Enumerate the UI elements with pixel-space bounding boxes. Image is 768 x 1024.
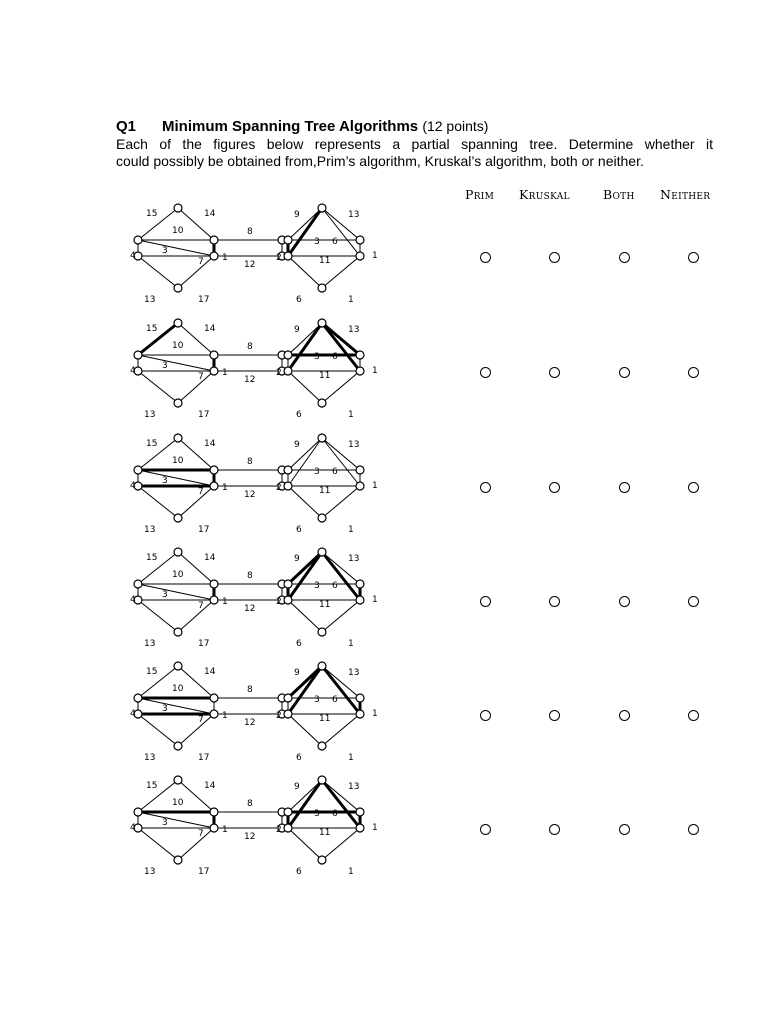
edge-weight-label: 12 <box>244 375 256 385</box>
edge-B-Bl <box>178 256 214 288</box>
column-header-kruskal: Kruskal <box>519 187 570 202</box>
vertex-Tl <box>174 204 182 212</box>
radio-both-figure-5[interactable] <box>619 710 630 721</box>
vertex-B <box>210 824 218 832</box>
vertex-S <box>318 284 326 292</box>
edge-weight-label: 17 <box>198 753 210 763</box>
edge-weight-label: 14 <box>204 667 216 677</box>
vertex-B <box>210 596 218 604</box>
edge-weight-label: 6 <box>332 695 338 705</box>
radio-both-figure-4[interactable] <box>619 596 630 607</box>
edge-L-B <box>138 812 214 828</box>
edge-weight-label: 4 <box>130 823 136 833</box>
vertex-X <box>284 252 292 260</box>
edge-weight-label: 12 <box>244 490 256 500</box>
edge-weight-label: 1 <box>348 753 354 763</box>
vertex-X <box>284 367 292 375</box>
edge-weight-label: 2 <box>276 597 282 607</box>
radio-prim-figure-3[interactable] <box>480 482 491 493</box>
edge-L-B <box>138 470 214 486</box>
radio-kruskal-figure-2[interactable] <box>549 367 560 378</box>
edge-weight-label: 15 <box>146 667 158 677</box>
spanning-tree-figure-6 <box>126 772 378 884</box>
edge-weight-label: 1 <box>372 481 378 491</box>
edge-weight-label: 4 <box>130 251 136 261</box>
vertex-Tl <box>174 776 182 784</box>
edge-weight-label: 15 <box>146 553 158 563</box>
vertex-X <box>284 710 292 718</box>
edge-weight-label: 1 <box>348 410 354 420</box>
edge-weight-label: 11 <box>319 371 331 381</box>
edge-weight-label: 14 <box>204 553 216 563</box>
column-header-prim: Prim <box>465 187 495 202</box>
edge-L-B <box>138 698 214 714</box>
vertex-S <box>318 742 326 750</box>
column-header-neither: Neither <box>660 187 711 202</box>
vertex-T2 <box>284 580 292 588</box>
vertex-T1 <box>318 662 326 670</box>
edge-X-S <box>288 828 322 860</box>
edge-weight-label: 3 <box>162 246 168 256</box>
edge-weight-label: 3 <box>162 476 168 486</box>
edge-weight-label: 2 <box>276 825 282 835</box>
edge-weight-label: 1 <box>372 251 378 261</box>
radio-prim-figure-4[interactable] <box>480 596 491 607</box>
edge-weight-label: 6 <box>296 639 302 649</box>
edge-weight-label: 6 <box>296 295 302 305</box>
edge-weight-label: 8 <box>247 227 253 237</box>
edge-weight-label: 9 <box>294 325 300 335</box>
edge-weight-label: 1 <box>348 867 354 877</box>
vertex-T1 <box>318 776 326 784</box>
vertex-C <box>210 808 218 816</box>
vertex-Bl <box>174 628 182 636</box>
radio-both-figure-1[interactable] <box>619 252 630 263</box>
edge-weight-label: 17 <box>198 410 210 420</box>
vertex-T2 <box>284 351 292 359</box>
vertex-L <box>134 466 142 474</box>
edge-weight-label: 10 <box>172 684 184 694</box>
edge-weight-label: 7 <box>198 715 204 725</box>
vertex-T3 <box>356 808 364 816</box>
radio-neither-figure-2[interactable] <box>688 367 699 378</box>
edge-X-S <box>288 600 322 632</box>
radio-neither-figure-5[interactable] <box>688 710 699 721</box>
edge-weight-label: 13 <box>348 554 360 564</box>
vertex-T2 <box>284 236 292 244</box>
vertex-T1 <box>318 548 326 556</box>
edge-X-S <box>288 486 322 518</box>
edge-weight-label: 13 <box>348 440 360 450</box>
radio-neither-figure-3[interactable] <box>688 482 699 493</box>
edge-weight-label: 1 <box>222 483 228 493</box>
edge-weight-label: 8 <box>247 685 253 695</box>
edge-weight-label: 8 <box>247 571 253 581</box>
vertex-T2 <box>284 694 292 702</box>
edge-weight-label: 3 <box>314 237 320 247</box>
vertex-T2 <box>284 466 292 474</box>
question-header <box>116 118 488 135</box>
edge-weight-label: 9 <box>294 782 300 792</box>
vertex-T3 <box>356 580 364 588</box>
edge-weight-label: 8 <box>247 342 253 352</box>
vertex-T4 <box>356 710 364 718</box>
edge-weight-label: 13 <box>348 210 360 220</box>
radio-kruskal-figure-4[interactable] <box>549 596 560 607</box>
vertex-C <box>210 236 218 244</box>
edge-weight-label: 6 <box>332 352 338 362</box>
edge-B-Bl <box>178 714 214 746</box>
vertex-X <box>284 482 292 490</box>
edge-weight-label: 6 <box>296 525 302 535</box>
edge-A-Bl <box>138 256 178 288</box>
vertex-Tl <box>174 319 182 327</box>
vertex-S <box>318 399 326 407</box>
edge-weight-label: 9 <box>294 668 300 678</box>
edge-weight-label: 2 <box>276 483 282 493</box>
edge-weight-label: 13 <box>144 867 156 877</box>
spanning-tree-figure-3 <box>126 430 378 542</box>
question-number: Q1 <box>116 118 137 135</box>
edge-B-Bl <box>178 828 214 860</box>
edge-weight-label: 9 <box>294 210 300 220</box>
edge-weight-label: 12 <box>244 260 256 270</box>
edge-weight-label: 3 <box>314 581 320 591</box>
edge-weight-label: 1 <box>348 639 354 649</box>
column-header-both: Both <box>603 187 635 202</box>
edge-weight-label: 11 <box>319 256 331 266</box>
vertex-Bl <box>174 514 182 522</box>
edge-weight-label: 6 <box>296 410 302 420</box>
edge-weight-label: 6 <box>332 581 338 591</box>
edge-weight-label: 15 <box>146 781 158 791</box>
vertex-X <box>284 824 292 832</box>
vertex-L <box>134 694 142 702</box>
edge-L-B <box>138 240 214 256</box>
vertex-Bl <box>174 856 182 864</box>
vertex-B <box>210 710 218 718</box>
vertex-Tl <box>174 434 182 442</box>
vertex-S <box>318 628 326 636</box>
spanning-tree-figure-4 <box>126 544 378 656</box>
edge-weight-label: 8 <box>247 799 253 809</box>
edge-weight-label: 12 <box>244 832 256 842</box>
edge-weight-label: 6 <box>332 467 338 477</box>
edge-weight-label: 1 <box>372 595 378 605</box>
edge-weight-label: 1 <box>372 823 378 833</box>
edge-weight-label: 10 <box>172 798 184 808</box>
vertex-L <box>134 236 142 244</box>
edge-weight-label: 10 <box>172 226 184 236</box>
radio-neither-figure-4[interactable] <box>688 596 699 607</box>
vertex-T4 <box>356 367 364 375</box>
edge-weight-label: 3 <box>162 361 168 371</box>
edge-X-S <box>288 714 322 746</box>
edge-weight-label: 13 <box>348 782 360 792</box>
edge-weight-label: 4 <box>130 595 136 605</box>
edge-weight-label: 3 <box>162 704 168 714</box>
edge-weight-label: 1 <box>222 825 228 835</box>
edge-weight-label: 13 <box>144 410 156 420</box>
edge-weight-label: 4 <box>130 481 136 491</box>
edge-A-Bl <box>138 828 178 860</box>
edge-weight-label: 2 <box>276 711 282 721</box>
edge-weight-label: 17 <box>198 867 210 877</box>
vertex-B <box>210 482 218 490</box>
edge-X-S <box>288 371 322 403</box>
vertex-T1 <box>318 434 326 442</box>
edge-A-Bl <box>138 486 178 518</box>
edge-weight-label: 3 <box>162 590 168 600</box>
radio-both-figure-2[interactable] <box>619 367 630 378</box>
vertex-C <box>210 351 218 359</box>
edge-weight-label: 7 <box>198 372 204 382</box>
radio-kruskal-figure-5[interactable] <box>549 710 560 721</box>
vertex-B <box>210 252 218 260</box>
edge-weight-label: 3 <box>314 809 320 819</box>
edge-weight-label: 1 <box>348 525 354 535</box>
edge-A-Bl <box>138 600 178 632</box>
edge-weight-label: 17 <box>198 639 210 649</box>
vertex-T1 <box>318 319 326 327</box>
edge-weight-label: 13 <box>144 753 156 763</box>
vertex-T4 <box>356 482 364 490</box>
spanning-tree-figure-5 <box>126 658 378 770</box>
edge-weight-label: 14 <box>204 439 216 449</box>
vertex-L <box>134 580 142 588</box>
radio-prim-figure-1[interactable] <box>480 252 491 263</box>
edge-weight-label: 11 <box>319 714 331 724</box>
vertex-X <box>284 596 292 604</box>
edge-weight-label: 1 <box>222 253 228 263</box>
vertex-T2 <box>284 808 292 816</box>
edge-weight-label: 15 <box>146 439 158 449</box>
edge-weight-label: 10 <box>172 570 184 580</box>
edge-weight-label: 6 <box>296 753 302 763</box>
edge-L-B <box>138 355 214 371</box>
edge-weight-label: 15 <box>146 209 158 219</box>
vertex-Bl <box>174 399 182 407</box>
spanning-tree-figure-2 <box>126 315 378 427</box>
vertex-Bl <box>174 284 182 292</box>
edge-weight-label: 3 <box>314 695 320 705</box>
edge-weight-label: 1 <box>222 597 228 607</box>
edge-weight-label: 13 <box>348 325 360 335</box>
edge-B-Bl <box>178 486 214 518</box>
vertex-L <box>134 351 142 359</box>
edge-weight-label: 3 <box>314 467 320 477</box>
edge-weight-label: 6 <box>296 867 302 877</box>
vertex-C <box>210 466 218 474</box>
vertex-Tl <box>174 548 182 556</box>
edge-weight-label: 17 <box>198 525 210 535</box>
edge-weight-label: 3 <box>314 352 320 362</box>
edge-weight-label: 14 <box>204 209 216 219</box>
radio-neither-figure-1[interactable] <box>688 252 699 263</box>
edge-weight-label: 1 <box>348 295 354 305</box>
edge-B-Bl <box>178 600 214 632</box>
edge-A-Bl <box>138 714 178 746</box>
radio-both-figure-6[interactable] <box>619 824 630 835</box>
edge-weight-label: 7 <box>198 487 204 497</box>
vertex-C <box>210 580 218 588</box>
edge-weight-label: 7 <box>198 257 204 267</box>
vertex-T4 <box>356 824 364 832</box>
edge-weight-label: 14 <box>204 324 216 334</box>
vertex-Bl <box>174 742 182 750</box>
edge-weight-label: 13 <box>348 668 360 678</box>
radio-prim-figure-2[interactable] <box>480 367 491 378</box>
edge-weight-label: 1 <box>372 709 378 719</box>
edge-weight-label: 4 <box>130 709 136 719</box>
vertex-S <box>318 856 326 864</box>
radio-prim-figure-5[interactable] <box>480 710 491 721</box>
edge-weight-label: 11 <box>319 600 331 610</box>
spanning-tree-figure-1 <box>126 200 378 312</box>
vertex-T4 <box>356 596 364 604</box>
edge-weight-label: 4 <box>130 366 136 376</box>
vertex-B <box>210 367 218 375</box>
edge-weight-label: 1 <box>222 711 228 721</box>
vertex-T3 <box>356 351 364 359</box>
radio-prim-figure-6[interactable] <box>480 824 491 835</box>
edge-weight-label: 9 <box>294 440 300 450</box>
edge-weight-label: 1 <box>222 368 228 378</box>
edge-L-B <box>138 584 214 600</box>
edge-weight-label: 2 <box>276 368 282 378</box>
radio-kruskal-figure-1[interactable] <box>549 252 560 263</box>
radio-neither-figure-6[interactable] <box>688 824 699 835</box>
edge-A-Bl <box>138 371 178 403</box>
edge-weight-label: 7 <box>198 829 204 839</box>
edge-weight-label: 13 <box>144 639 156 649</box>
edge-weight-label: 2 <box>276 253 282 263</box>
edge-weight-label: 1 <box>372 366 378 376</box>
edge-weight-label: 13 <box>144 295 156 305</box>
instructions-line-1: Each of the figures below represents a partial spanning tree. Determine whether it <box>116 136 713 152</box>
vertex-C <box>210 694 218 702</box>
edge-weight-label: 17 <box>198 295 210 305</box>
edge-weight-label: 6 <box>332 237 338 247</box>
edge-B-Bl <box>178 371 214 403</box>
vertex-T3 <box>356 236 364 244</box>
radio-kruskal-figure-6[interactable] <box>549 824 560 835</box>
vertex-S <box>318 514 326 522</box>
question-title: Minimum Spanning Tree Algorithms <box>162 118 419 135</box>
edge-weight-label: 11 <box>319 828 331 838</box>
edge-weight-label: 10 <box>172 341 184 351</box>
edge-weight-label: 6 <box>332 809 338 819</box>
vertex-T3 <box>356 694 364 702</box>
edge-weight-label: 7 <box>198 601 204 611</box>
edge-weight-label: 12 <box>244 718 256 728</box>
instructions-line-2: could possibly be obtained from,Prim’s algorithm, Kruskal’s algorithm, both or neither. <box>116 153 644 169</box>
vertex-Tl <box>174 662 182 670</box>
vertex-L <box>134 808 142 816</box>
edge-weight-label: 8 <box>247 457 253 467</box>
radio-kruskal-figure-3[interactable] <box>549 482 560 493</box>
radio-both-figure-3[interactable] <box>619 482 630 493</box>
edge-weight-label: 15 <box>146 324 158 334</box>
edge-weight-label: 10 <box>172 456 184 466</box>
vertex-T1 <box>318 204 326 212</box>
edge-X-S <box>288 256 322 288</box>
edge-weight-label: 14 <box>204 781 216 791</box>
edge-weight-label: 12 <box>244 604 256 614</box>
edge-weight-label: 3 <box>162 818 168 828</box>
vertex-T4 <box>356 252 364 260</box>
question-points: (12 points) <box>422 118 489 134</box>
edge-weight-label: 13 <box>144 525 156 535</box>
edge-weight-label: 11 <box>319 486 331 496</box>
vertex-T3 <box>356 466 364 474</box>
edge-weight-label: 9 <box>294 554 300 564</box>
